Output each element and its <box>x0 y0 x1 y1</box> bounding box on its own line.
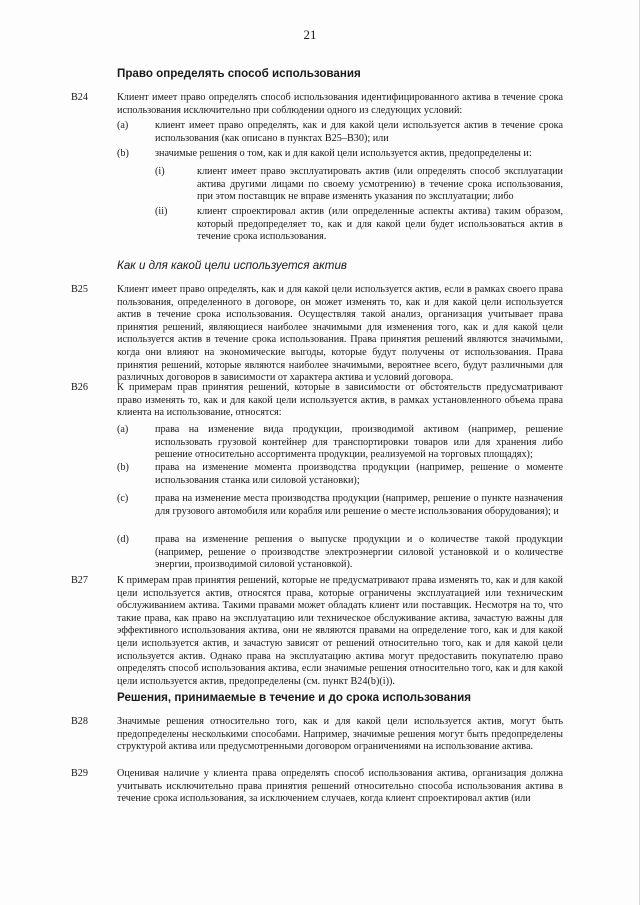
paragraph-text-b29: Оценивая наличие у клиента права определять способ использования актива, организация должна учитывать исключительно права принятия решений относительно способа использования актива в течение срока использования, за исключением случаев, когда клиент спроектировал актив (или <box>117 768 563 805</box>
b26-item-c-label: (c) <box>117 493 129 504</box>
b24-item-b-label: (b) <box>117 148 129 159</box>
paragraph-text-b25: Клиент имеет право определять, как и для какой цели используется актив, если в рамках своего права пользования, определенного в договоре, он может изменять то, как и для какой цели используется актив в течение срока использования. Осуществляя такой анализ, организация учитывает права принятия решений, являющиеся наиболее значимыми для изменения того, как и для какой цели используется актив в течение срока использования. Права принятия решений являются значимыми, когда они влияют на экономические выгоды, которые будут получены от использования. Права принятия решений, которые являются наиболее значимыми, вероятнее всего, будут различными для различных договоров в зависимости от характера актива и условий договора. <box>117 284 563 384</box>
section-heading-how-and-for-what-purpose: Как и для какой цели используется актив <box>117 259 347 272</box>
paragraph-text-b26: К примерам прав принятия решений, которые в зависимости от обстоятельств предусматривают право изменять то, как и для какой цели используется актив, в рамках установленного объема права клиента на использование, относятся: <box>117 382 563 419</box>
b24-subitem-i-label: (i) <box>155 166 165 177</box>
b24-item-a-text: клиент имеет право определять, как и для какой цели используется актив в течение срока использования (как описано в пунктах B25–B30); или <box>155 120 563 144</box>
b26-item-b-label: (b) <box>117 462 129 473</box>
b26-item-b-text: права на изменение момента производства продукции (например, решение о моменте использования станка или силовой установки); <box>155 462 563 486</box>
paragraph-text-b27: К примерам прав принятия решений, которые не предусматривают права изменять то, как и для какой цели используется актив, относятся права, которые ограничены эксплуатацией или техническим обслуживанием актива. Такими правами может обладать клиент или поставщик. Несмотря на то, что такие права, как право на эксплуатацию или техническое обслуживание актива, зачастую важны для эффективного использования актива, они не являются правами на определение того, как и для какой цели используется актив, и зачастую зависят от решений относительно того, как и для какой цели используется актив. Однако права на эксплуатацию актива могут предоставить покупателю право определять способ использования актива, если значимые решения относительно того, как и для какой цели используется актив, предопределены (см. пункт B24(b)(i)). <box>117 575 563 687</box>
section-heading-decisions-during-and-before: Решения, принимаемые в течение и до срока использования <box>117 691 471 704</box>
b26-item-d-text: права на изменение решения о выпуске продукции и о количестве такой продукции (например, решение о производстве электроэнергии силовой установкой и о количестве энергии, производимой силовой установкой). <box>155 534 563 571</box>
paragraph-text-b28: Значимые решения относительно того, как и для какой цели используется актив, могут быть предопределены несколькими способами. Например, значимые решения могут быть предопределены структурой актива или предусмотренными договором ограничениями на использование актива. <box>117 716 563 753</box>
b24-item-a-label: (a) <box>117 120 129 131</box>
b26-item-c-text: права на изменение места производства продукции (например, решение о пункте назначения для грузового автомобиля или корабля или решение о месте использования оборудования); и <box>155 493 563 517</box>
paragraph-number-b24: B24 <box>71 92 88 103</box>
paragraph-number-b26: B26 <box>71 382 88 393</box>
b24-subitem-i-text: клиент имеет право эксплуатировать актив (или определять способ эксплуатации актива другими лицами по своему усмотрению) в течение срока использования, при этом поставщик не вправе изменять указания по эксплуатации; либо <box>197 166 563 203</box>
b26-item-d-label: (d) <box>117 534 129 545</box>
paragraph-number-b27: B27 <box>71 575 88 586</box>
paragraph-text-b24: Клиент имеет право определять способ использования идентифицированного актива в течение срока использования исключительно при соблюдении одного из следующих условий: <box>117 92 563 116</box>
page-number: 21 <box>303 27 317 42</box>
paragraph-number-b28: B28 <box>71 716 88 727</box>
b24-subitem-ii-text: клиент спроектировал актив (или определенные аспекты актива) таким образом, который предопределяет то, как и для какой цели будет использоваться актив в течение срока использования. <box>197 206 563 243</box>
paragraph-number-b29: B29 <box>71 768 88 779</box>
paragraph-number-b25: B25 <box>71 284 88 295</box>
b24-subitem-ii-label: (ii) <box>155 206 168 217</box>
b24-item-b-text: значимые решения о том, как и для какой цели используется актив, предопределены и: <box>155 148 532 159</box>
section-heading-right-to-direct-use: Право определять способ использования <box>117 67 361 80</box>
b26-item-a-label: (a) <box>117 424 129 435</box>
b26-item-a-text: права на изменение вида продукции, производимой активом (например, решение использовать грузовой контейнер для транспортировки товаров или для хранения либо решение относительно ассортимента продукции, реализуемой на торговых площадях); <box>155 424 563 461</box>
